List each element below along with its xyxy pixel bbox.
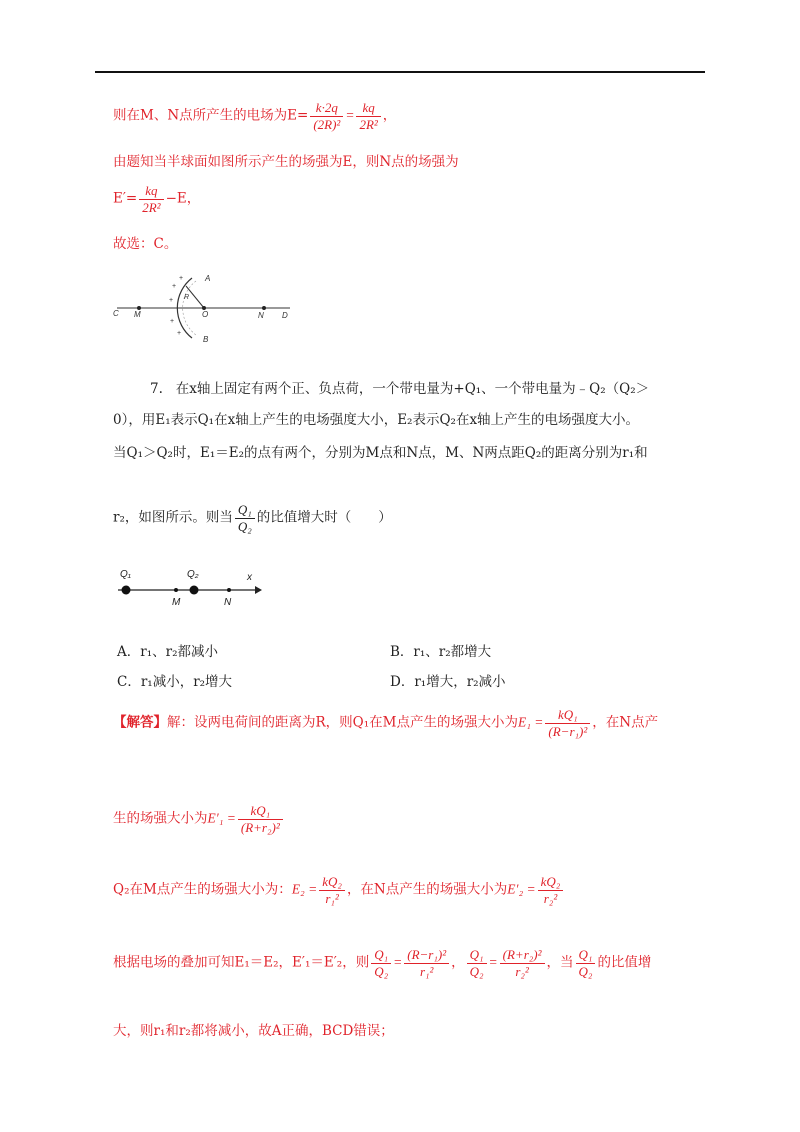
fraction: $\frac{\text{(R+r₂)²}}{\text{r₂²}}$ bbox=[500, 947, 545, 979]
question-number: 7. bbox=[150, 381, 163, 397]
x-axis-arrow bbox=[255, 586, 262, 594]
svg-text:+: + bbox=[172, 283, 177, 290]
fraction: $\frac{\text{Q₁}}{\text{Q₂}}$ bbox=[371, 947, 391, 979]
point-n bbox=[227, 588, 231, 592]
question-line-1: 7. 在x轴上固定有两个正、负点荷，一个带电量为+Q₁、一个带电量为﹣Q₂（Q₂＞ bbox=[150, 381, 650, 397]
label-x: x bbox=[247, 572, 252, 583]
fraction: $\frac{\text{kQ₂}}{\text{r₁²}}$ bbox=[319, 874, 345, 906]
fraction: $\frac{\text{(R−r₁)²}}{\text{r₁²}}$ bbox=[404, 947, 449, 979]
svg-text:+: + bbox=[169, 297, 174, 304]
fraction: $\frac{\text{Q₁}}{\text{Q₂}}$ bbox=[467, 947, 487, 979]
answer-line-5: 大，则r₁和r₂都将减小，故A正确，BCD错误； bbox=[113, 1023, 394, 1039]
label-b: B bbox=[203, 335, 209, 344]
svg-text:+: + bbox=[177, 330, 182, 337]
solution-answer: 故选：C。 bbox=[113, 236, 178, 252]
fraction: $\frac{kq}{\text{2R²}}$ bbox=[356, 100, 380, 132]
answer-tag: 【解答】 bbox=[113, 714, 167, 731]
svg-text:+: + bbox=[179, 275, 184, 282]
label-a: A bbox=[205, 274, 211, 283]
question-line-4: r₂，如图所示。则当 $\frac{\text{Q₁}}{\text{Q₂}}$ 的比值增大时（ ） bbox=[113, 502, 392, 534]
fraction: $\frac{\text{kQ₁}}{\text{(R−r₁)²}}$ bbox=[545, 707, 590, 739]
label-c: C bbox=[113, 309, 119, 318]
label-o: O bbox=[202, 310, 209, 319]
charge-q2 bbox=[190, 586, 199, 595]
hemisphere-figure bbox=[112, 268, 297, 348]
svg-text:+: + bbox=[170, 318, 175, 325]
option-b[interactable]: B．r₁、r₂都增大 bbox=[390, 644, 492, 660]
answer-line-1: 【解答】解：设两电荷间的距离为R，则Q₁在M点产生的场强大小为E₁ = $\frac{\text{kQ₁}}{\text{(R−r₁)²}}$ ，在N点产 bbox=[113, 707, 659, 739]
label-m: M bbox=[134, 310, 141, 319]
label-m: M bbox=[172, 597, 181, 608]
option-c[interactable]: C．r₁减小，r₂增大 bbox=[117, 674, 233, 690]
fraction: $\frac{\text{Q₁}}{\text{Q₂}}$ bbox=[235, 502, 255, 534]
question-line-3: 当Q₁＞Q₂时，E₁＝E₂的点有两个，分别为M点和N点，M、N两点距Q₂的距离分别为r₁和 bbox=[113, 445, 648, 461]
solution-line-2: 由题知当半球面如图所示产生的场强为E，则N点的场强为 bbox=[113, 154, 459, 170]
fraction: $\frac{\text{kQ₂}}{\text{r₂²}}$ bbox=[538, 874, 564, 906]
fraction: $\frac{\text{kQ₁}}{\text{(R+r₂)²}}$ bbox=[238, 803, 283, 835]
axis-figure bbox=[110, 563, 270, 611]
option-a[interactable]: A．r₁、r₂都减小 bbox=[117, 644, 218, 660]
fraction: $\frac{k\cdot 2q}{\text{(2R)²}}$ bbox=[310, 100, 343, 132]
label-q1: Q₁ bbox=[120, 569, 131, 580]
fraction: $\frac{\text{Q₁}}{\text{Q₂}}$ bbox=[576, 947, 596, 979]
label-r: R bbox=[184, 294, 190, 301]
point-m bbox=[174, 588, 178, 592]
question-line-2: 0），用E₁表示Q₁在x轴上产生的电场强度大小，E₂表示Q₂在x轴上产生的电场强度大小。 bbox=[113, 412, 640, 428]
solution-line-3: E′= $\frac{kq}{\text{2R²}}$ −E， bbox=[113, 183, 201, 215]
answer-line-4: 根据电场的叠加可知E₁＝E₂，E′₁＝E′₂，则 $\frac{\text{Q₁}}{\text{Q₂}}$ = $\frac{\text{(R−r₁)²}}{\text{r₁²}}$ ， $\frac{\text{Q₁}}{\text{Q₂}}$ = $\frac{\text{(R+r₂)²}}{\text{r₂²}}$ ，当 $\frac{\text{Q₁}}{\text{Q₂}}$ 的比值增 bbox=[113, 947, 652, 979]
label-n: N bbox=[258, 311, 264, 320]
label-d: D bbox=[282, 311, 288, 320]
answer-line-2: 生的场强大小为E′₁ = $\frac{\text{kQ₁}}{\text{(R+r₂)²}}$ bbox=[113, 803, 285, 835]
label-q2: Q₂ bbox=[187, 569, 199, 580]
fraction: $\frac{kq}{\text{2R²}}$ bbox=[139, 183, 163, 215]
option-d[interactable]: D．r₁增大，r₂减小 bbox=[390, 674, 506, 690]
header-rule bbox=[95, 71, 705, 73]
solution-line-1: 则在M、N点所产生的电场为E= $\frac{k\cdot 2q}{\text{(2R)²}}$ = $\frac{kq}{\text{2R²}}$ ， bbox=[113, 100, 397, 132]
charge-q1 bbox=[122, 586, 131, 595]
point-n bbox=[262, 306, 266, 310]
label-n: N bbox=[224, 597, 232, 608]
answer-line-3: Q₂在M点产生的场强大小为：E₂ = $\frac{\text{kQ₂}}{\text{r₁²}}$ ，在N点产生的场强大小为E′₂ = $\frac{\text{kQ₂}}{\text{r₂²}}$ bbox=[113, 874, 565, 906]
